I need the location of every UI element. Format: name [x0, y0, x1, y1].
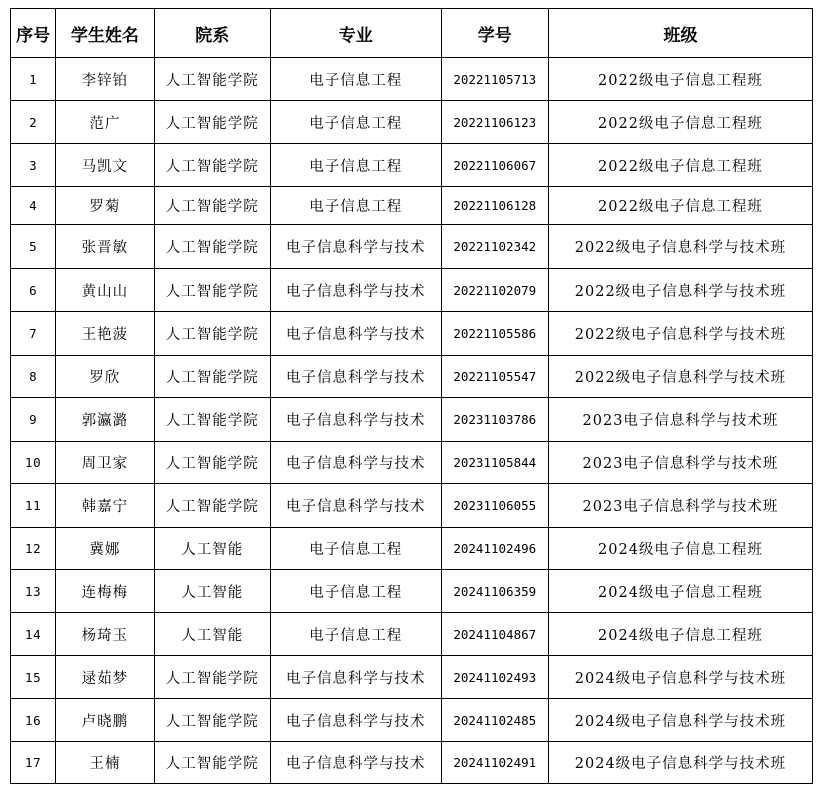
cell-major[interactable]: 电子信息科学与技术 [270, 312, 441, 356]
cell-major[interactable]: 电子信息科学与技术 [270, 269, 441, 312]
header-cell-student-id[interactable]: 学号 [441, 9, 548, 58]
cell-name[interactable]: 逯茹梦 [56, 656, 154, 699]
cell-name[interactable]: 李锌铂 [56, 58, 154, 101]
table-row [11, 442, 813, 484]
cell-student-id[interactable]: 20221106123 [441, 101, 548, 144]
header-cell-name[interactable]: 学生姓名 [56, 9, 154, 58]
cell-class[interactable]: 2022级电子信息工程班 [548, 144, 812, 187]
cell-dept[interactable]: 人工智能学院 [154, 398, 270, 442]
table-row [11, 58, 813, 101]
cell-major[interactable]: 电子信息科学与技术 [270, 356, 441, 398]
cell-major[interactable]: 电子信息科学与技术 [270, 699, 441, 742]
cell-seq[interactable]: 6 [11, 269, 56, 312]
cell-dept[interactable]: 人工智能学院 [154, 101, 270, 144]
table-row [11, 742, 813, 784]
cell-seq[interactable]: 3 [11, 144, 56, 187]
header-cell-major[interactable]: 专业 [270, 9, 441, 58]
cell-major[interactable]: 电子信息科学与技术 [270, 442, 441, 484]
cell-dept[interactable]: 人工智能学院 [154, 656, 270, 699]
cell-class[interactable]: 2022级电子信息工程班 [548, 101, 812, 144]
cell-student-id[interactable]: 20221102079 [441, 269, 548, 312]
cell-dept[interactable]: 人工智能学院 [154, 144, 270, 187]
cell-name[interactable]: 连梅梅 [56, 570, 154, 613]
cell-student-id[interactable]: 20221105713 [441, 58, 548, 101]
cell-major[interactable]: 电子信息科学与技术 [270, 742, 441, 784]
cell-student-id[interactable]: 20241106359 [441, 570, 548, 613]
cell-dept[interactable]: 人工智能学院 [154, 484, 270, 528]
cell-seq[interactable]: 10 [11, 442, 56, 484]
cell-major[interactable]: 电子信息工程 [270, 613, 441, 656]
cell-class[interactable]: 2024级电子信息科学与技术班 [548, 699, 812, 742]
table-row [11, 613, 813, 656]
cell-dept[interactable]: 人工智能学院 [154, 312, 270, 356]
cell-seq[interactable]: 12 [11, 528, 56, 570]
cell-name[interactable]: 周卫家 [56, 442, 154, 484]
cell-name[interactable]: 卢晓鹏 [56, 699, 154, 742]
cell-student-id[interactable]: 20241104867 [441, 613, 548, 656]
cell-major[interactable]: 电子信息工程 [270, 101, 441, 144]
cell-seq[interactable]: 13 [11, 570, 56, 613]
header-cell-seq[interactable]: 序号 [11, 9, 56, 58]
cell-seq[interactable]: 11 [11, 484, 56, 528]
cell-class[interactable]: 2024级电子信息工程班 [548, 528, 812, 570]
cell-student-id[interactable]: 20231106055 [441, 484, 548, 528]
cell-name[interactable]: 马凯文 [56, 144, 154, 187]
table-body [11, 58, 813, 784]
cell-dept[interactable]: 人工智能 [154, 570, 270, 613]
cell-seq[interactable]: 9 [11, 398, 56, 442]
cell-class[interactable]: 2022级电子信息工程班 [548, 187, 812, 225]
cell-seq[interactable]: 14 [11, 613, 56, 656]
cell-dept[interactable]: 人工智能学院 [154, 742, 270, 784]
cell-name[interactable]: 杨琦玉 [56, 613, 154, 656]
cell-student-id[interactable]: 20241102493 [441, 656, 548, 699]
table-row [11, 570, 813, 613]
cell-dept[interactable]: 人工智能学院 [154, 58, 270, 101]
cell-major[interactable]: 电子信息科学与技术 [270, 656, 441, 699]
table-row [11, 484, 813, 528]
cell-name[interactable]: 郭瀛潞 [56, 398, 154, 442]
cell-name[interactable]: 罗菊 [56, 187, 154, 225]
cell-dept[interactable]: 人工智能学院 [154, 699, 270, 742]
cell-seq[interactable]: 16 [11, 699, 56, 742]
cell-major[interactable]: 电子信息科学与技术 [270, 225, 441, 269]
cell-student-id[interactable]: 20221106067 [441, 144, 548, 187]
cell-student-id[interactable]: 20241102485 [441, 699, 548, 742]
cell-name[interactable]: 韩嘉宁 [56, 484, 154, 528]
cell-dept[interactable]: 人工智能 [154, 528, 270, 570]
header-row [11, 9, 813, 58]
cell-major[interactable]: 电子信息工程 [270, 58, 441, 101]
cell-major[interactable]: 电子信息科学与技术 [270, 398, 441, 442]
header-cell-class[interactable]: 班级 [548, 9, 812, 58]
cell-name[interactable]: 王艳菠 [56, 312, 154, 356]
cell-seq[interactable]: 8 [11, 356, 56, 398]
cell-name[interactable]: 王楠 [56, 742, 154, 784]
cell-major[interactable]: 电子信息工程 [270, 144, 441, 187]
cell-class[interactable]: 2022级电子信息科学与技术班 [548, 269, 812, 312]
cell-student-id[interactable]: 20231103786 [441, 398, 548, 442]
cell-name[interactable]: 范广 [56, 101, 154, 144]
cell-seq[interactable]: 15 [11, 656, 56, 699]
header-cell-dept[interactable]: 院系 [154, 9, 270, 58]
cell-major[interactable]: 电子信息工程 [270, 187, 441, 225]
table-row [11, 528, 813, 570]
cell-class[interactable]: 2022级电子信息科学与技术班 [548, 312, 812, 356]
cell-student-id[interactable]: 20231105844 [441, 442, 548, 484]
cell-class[interactable]: 2023电子信息科学与技术班 [548, 398, 812, 442]
cell-class[interactable]: 2024级电子信息科学与技术班 [548, 742, 812, 784]
cell-dept[interactable]: 人工智能学院 [154, 187, 270, 225]
table-row [11, 398, 813, 442]
cell-class[interactable]: 2022级电子信息工程班 [548, 58, 812, 101]
cell-dept[interactable]: 人工智能学院 [154, 442, 270, 484]
cell-seq[interactable]: 1 [11, 58, 56, 101]
table-row [11, 312, 813, 356]
cell-name[interactable]: 罗欣 [56, 356, 154, 398]
cell-class[interactable]: 2022级电子信息科学与技术班 [548, 356, 812, 398]
cell-student-id[interactable]: 20221102342 [441, 225, 548, 269]
table-row [11, 187, 813, 225]
cell-seq[interactable]: 2 [11, 101, 56, 144]
student-roster-table [10, 8, 813, 784]
cell-name[interactable]: 冀娜 [56, 528, 154, 570]
cell-dept[interactable]: 人工智能学院 [154, 356, 270, 398]
cell-class[interactable]: 2024级电子信息工程班 [548, 570, 812, 613]
cell-seq[interactable]: 7 [11, 312, 56, 356]
cell-class[interactable]: 2024级电子信息工程班 [548, 613, 812, 656]
cell-seq[interactable]: 17 [11, 742, 56, 784]
table-row [11, 699, 813, 742]
cell-class[interactable]: 2023电子信息科学与技术班 [548, 442, 812, 484]
cell-class[interactable]: 2023电子信息科学与技术班 [548, 484, 812, 528]
table-row [11, 225, 813, 269]
cell-student-id[interactable]: 20241102491 [441, 742, 548, 784]
table-row [11, 269, 813, 312]
cell-student-id[interactable]: 20221105547 [441, 356, 548, 398]
cell-major[interactable]: 电子信息科学与技术 [270, 484, 441, 528]
cell-class[interactable]: 2022级电子信息科学与技术班 [548, 225, 812, 269]
cell-major[interactable]: 电子信息工程 [270, 570, 441, 613]
cell-student-id[interactable]: 20241102496 [441, 528, 548, 570]
cell-name[interactable]: 张晋敏 [56, 225, 154, 269]
table-row [11, 656, 813, 699]
cell-student-id[interactable]: 20221106128 [441, 187, 548, 225]
cell-seq[interactable]: 5 [11, 225, 56, 269]
cell-class[interactable]: 2024级电子信息科学与技术班 [548, 656, 812, 699]
table-row [11, 356, 813, 398]
cell-seq[interactable]: 4 [11, 187, 56, 225]
cell-dept[interactable]: 人工智能 [154, 613, 270, 656]
cell-student-id[interactable]: 20221105586 [441, 312, 548, 356]
cell-dept[interactable]: 人工智能学院 [154, 269, 270, 312]
cell-major[interactable]: 电子信息工程 [270, 528, 441, 570]
cell-dept[interactable]: 人工智能学院 [154, 225, 270, 269]
cell-name[interactable]: 黄山山 [56, 269, 154, 312]
table-row [11, 101, 813, 144]
table-row [11, 144, 813, 187]
